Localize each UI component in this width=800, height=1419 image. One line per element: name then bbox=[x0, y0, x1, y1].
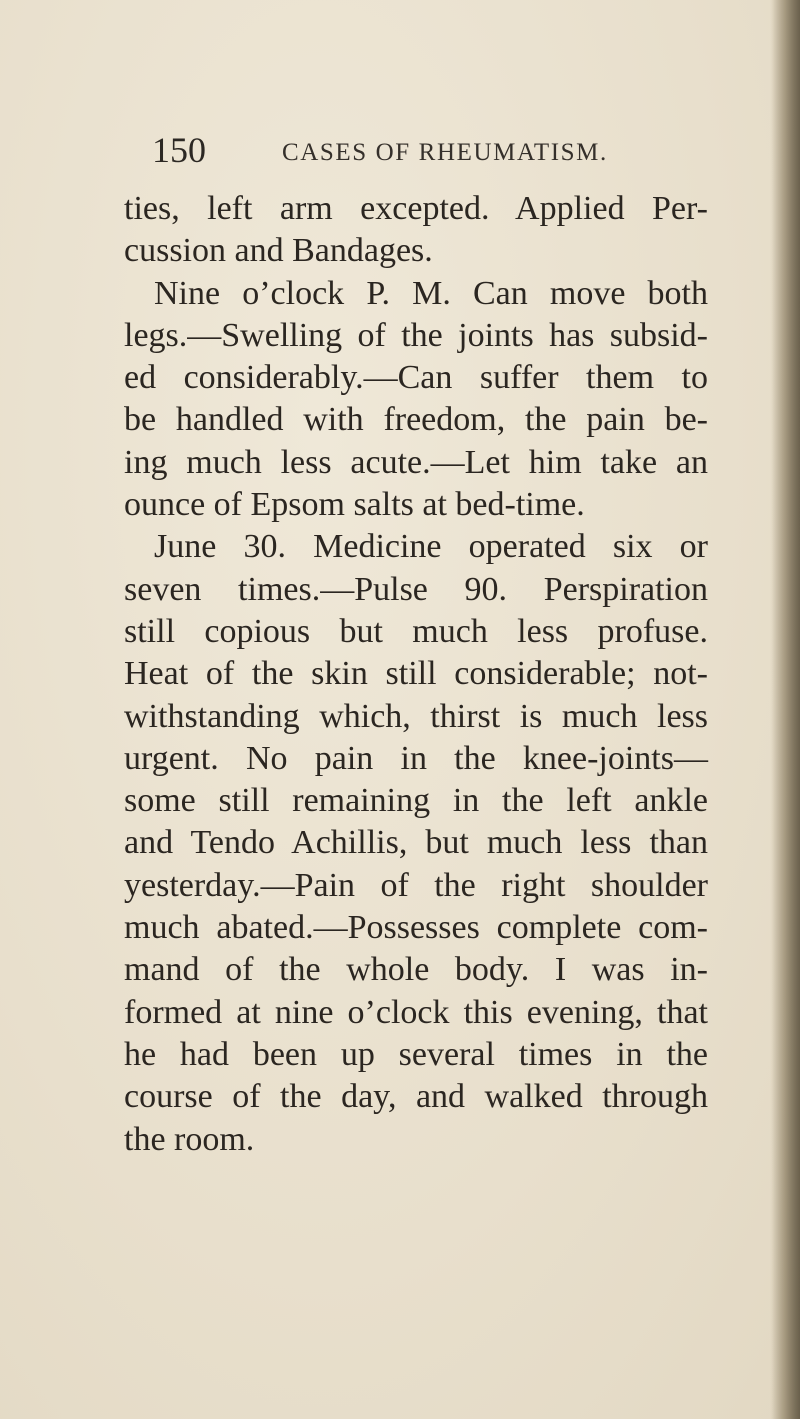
text-line: seven times.—Pulse 90. Perspiration bbox=[124, 570, 708, 608]
text-line: ing much less acute.—Let him take an bbox=[124, 443, 708, 481]
text-line: ounce of Epsom salts at bed-time. bbox=[124, 486, 585, 524]
text-line: withstanding which, thirst is much less bbox=[124, 697, 708, 735]
text-line: cussion and Bandages. bbox=[124, 232, 433, 270]
text-line: ties, left arm excepted. Applied Per- bbox=[124, 190, 708, 227]
text-line: ed considerably.—Can suffer them to bbox=[124, 359, 708, 397]
text-line: much abated.—Possesses complete com- bbox=[124, 909, 708, 947]
text-line: be handled with freedom, the pain be- bbox=[124, 401, 708, 439]
text-line: June 30. Medicine operated six or bbox=[154, 528, 708, 566]
body-text bbox=[124, 188, 708, 1161]
text-line: yesterday.—Pain of the right shoulder bbox=[124, 866, 708, 904]
page-number: 150 bbox=[152, 130, 206, 170]
text-line: Heat of the skin still considerable; not- bbox=[124, 655, 708, 693]
page-edge-shadow bbox=[772, 0, 800, 1419]
text-line: Nine o’clock P. M. Can move both bbox=[154, 274, 708, 312]
page-header bbox=[152, 130, 712, 180]
text-line: course of the day, and walked through bbox=[124, 1078, 708, 1116]
text-line: he had been up several times in the bbox=[124, 1035, 708, 1073]
text-line: mand of the whole body. I was in- bbox=[124, 951, 708, 989]
text-line: legs.—Swelling of the joints has subsid- bbox=[124, 316, 708, 354]
text-line: the room. bbox=[124, 1120, 255, 1158]
text-line: urgent. No pain in the knee-joints— bbox=[124, 739, 708, 777]
running-head: CASES OF RHEUMATISM. bbox=[282, 139, 608, 166]
text-line: still copious but much less profuse. bbox=[124, 612, 708, 650]
text-line: some still remaining in the left ankle bbox=[124, 782, 708, 820]
text-line: formed at nine o’clock this evening, that bbox=[124, 993, 708, 1031]
text-line: and Tendo Achillis, but much less than bbox=[124, 824, 708, 862]
